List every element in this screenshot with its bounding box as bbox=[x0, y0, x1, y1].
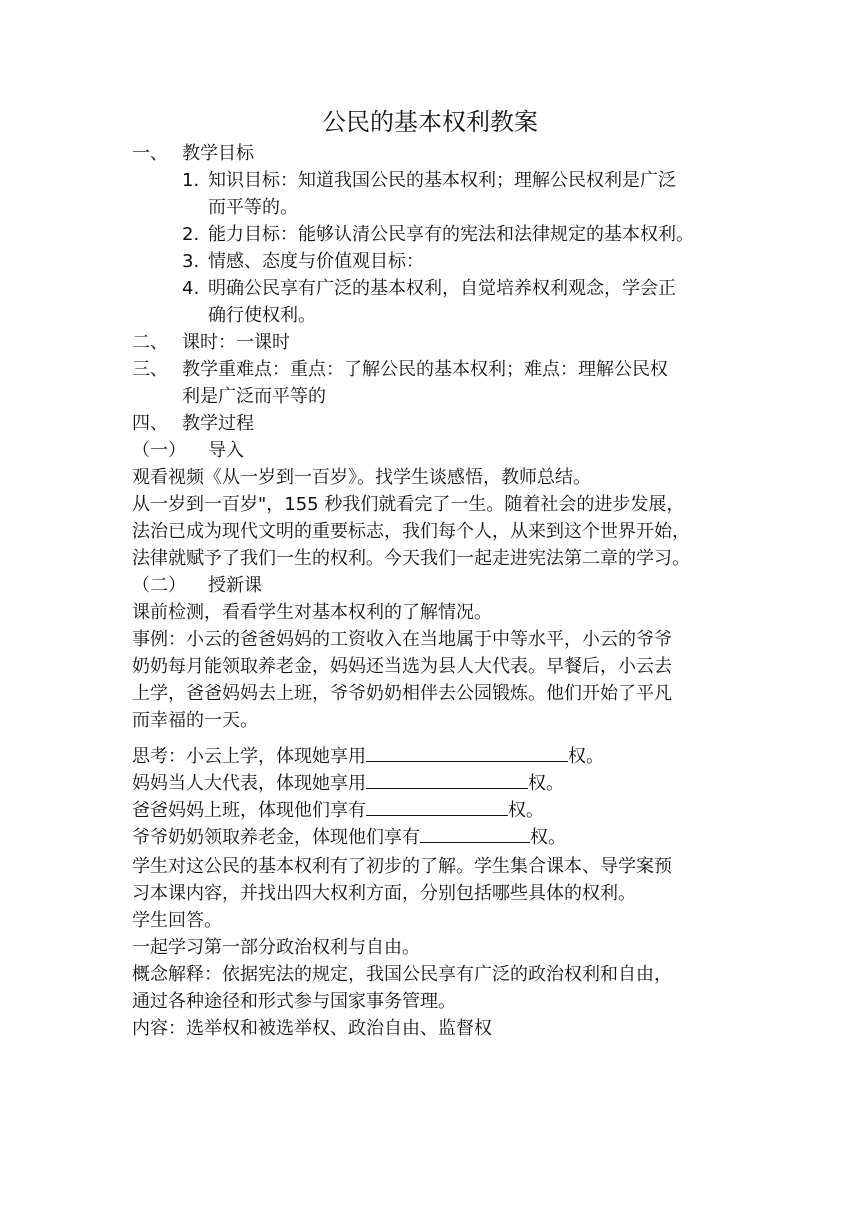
fill-blank-line bbox=[132, 768, 564, 797]
list-item-text: 情感、态度与价值观目标： bbox=[208, 251, 424, 272]
section-marker: 一、 bbox=[132, 143, 168, 164]
subsection-marker: （二） bbox=[132, 575, 186, 596]
paragraph-line: 事例：小云的爸爸妈妈的工资收入在当地属于中等水平，小云的爷爷 bbox=[132, 629, 672, 650]
list-item-continuation: 确行使权利。 bbox=[208, 305, 316, 326]
paragraph-line: 习本课内容，并找出四大权利方面，分别包括哪些具体的权利。 bbox=[132, 883, 636, 904]
section-heading bbox=[132, 140, 254, 167]
paragraph-line: 内容：选举权和被选举权、政治自由、监督权 bbox=[132, 1018, 492, 1039]
paragraph-line: 通过各种途径和形式参与国家事务管理。 bbox=[132, 991, 456, 1012]
section-heading bbox=[132, 329, 290, 356]
list-item bbox=[182, 248, 424, 275]
section-continuation: 利是广泛而平等的 bbox=[182, 386, 326, 407]
list-number: 4. bbox=[182, 278, 200, 299]
fill-blank-prompt: 爷爷奶奶领取养老金，体现他们享有 bbox=[132, 827, 420, 848]
subsection-title: 授新课 bbox=[208, 575, 262, 596]
list-number: 3. bbox=[182, 251, 200, 272]
list-item bbox=[182, 221, 694, 248]
paragraph-line: 法治已成为现代文明的重要标志，我们每个人，从来到这个世界开始， bbox=[132, 521, 690, 542]
document-title: 公民的基本权利教案 bbox=[322, 108, 538, 136]
paragraph-line: 观看视频《从一岁到一百岁》。找学生谈感悟，教师总结。 bbox=[132, 467, 591, 488]
list-item-text: 知识目标：知道我国公民的基本权利；理解公民权利是广泛 bbox=[208, 170, 676, 191]
paragraph-line: 课前检测，看看学生对基本权利的了解情况。 bbox=[132, 602, 492, 623]
list-number: 1. bbox=[182, 170, 200, 191]
paragraph-line: 法律就赋予了我们一生的权利。今天我们一起走进宪法第二章的学习。 bbox=[132, 548, 690, 569]
fill-blank-suffix: 权。 bbox=[530, 827, 566, 848]
paragraph-line: 奶奶每月能领取养老金，妈妈还当选为县人大代表。早餐后，小云去 bbox=[132, 656, 672, 677]
paragraph-line: 学生对这公民的基本权利有了初步的了解。学生集合课本、导学案预 bbox=[132, 856, 672, 877]
fill-blank-suffix: 权。 bbox=[508, 800, 544, 821]
paragraph-line: 概念解释：依据宪法的规定，我国公民享有广泛的政治权利和自由， bbox=[132, 964, 672, 985]
section-heading bbox=[132, 410, 254, 437]
list-item bbox=[182, 167, 676, 194]
fill-blank-prompt: 妈妈当人大代表，体现她享用 bbox=[132, 773, 366, 794]
fill-blank-line bbox=[132, 741, 604, 770]
section-title: 教学目标 bbox=[182, 143, 254, 164]
section-heading bbox=[132, 356, 668, 383]
answer-blank bbox=[366, 768, 528, 789]
paragraph-line: 一起学习第一部分政治权利与自由。 bbox=[132, 937, 420, 958]
paragraph-line: 从一岁到一百岁"，155 秒我们就看完了一生。随着社会的进步发展， bbox=[132, 494, 685, 515]
fill-blank-prompt: 爸爸妈妈上班，体现他们享有 bbox=[132, 800, 366, 821]
section-marker: 二、 bbox=[132, 332, 168, 353]
paragraph-line: 而幸福的一天。 bbox=[132, 710, 258, 731]
paragraph-line: 学生回答。 bbox=[132, 910, 222, 931]
fill-blank-suffix: 权。 bbox=[568, 746, 604, 767]
fill-blank-line bbox=[132, 795, 544, 824]
section-title: 教学过程 bbox=[182, 413, 254, 434]
section-title: 课时：一课时 bbox=[182, 332, 290, 353]
section-title: 教学重难点：重点：了解公民的基本权利；难点：理解公民权 bbox=[182, 359, 668, 380]
list-number: 2. bbox=[182, 224, 200, 245]
subsection-heading bbox=[132, 437, 244, 464]
list-item-text: 能力目标：能够认清公民享有的宪法和法律规定的基本权利。 bbox=[208, 224, 694, 245]
fill-blank-prompt: 思考：小云上学，体现她享用 bbox=[132, 746, 366, 767]
list-item-continuation: 而平等的。 bbox=[208, 197, 298, 218]
answer-blank bbox=[420, 822, 530, 843]
subsection-title: 导入 bbox=[208, 440, 244, 461]
section-marker: 四、 bbox=[132, 413, 168, 434]
subsection-heading bbox=[132, 572, 262, 599]
section-marker: 三、 bbox=[132, 359, 168, 380]
list-item bbox=[182, 275, 676, 302]
fill-blank-suffix: 权。 bbox=[528, 773, 564, 794]
fill-blank-line bbox=[132, 822, 566, 851]
paragraph-line: 上学，爸爸妈妈去上班，爷爷奶奶相伴去公园锻炼。他们开始了平凡 bbox=[132, 683, 672, 704]
list-item-text: 明确公民享有广泛的基本权利，自觉培养权利观念，学会正 bbox=[208, 278, 676, 299]
answer-blank bbox=[366, 795, 508, 816]
answer-blank bbox=[366, 741, 568, 762]
subsection-marker: （一） bbox=[132, 440, 186, 461]
